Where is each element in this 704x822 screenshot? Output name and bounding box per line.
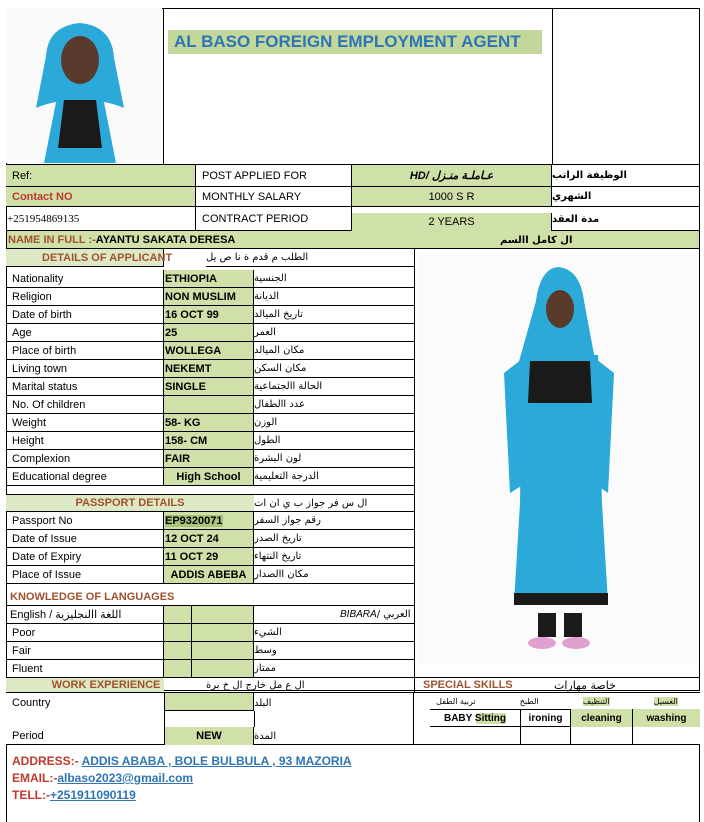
post-applied-value: HD/ عـاملـة منـزل	[352, 165, 552, 187]
languages-section-title: KNOWLEDGE OF LANGUAGES	[10, 591, 175, 603]
skills-ar-row	[414, 693, 700, 709]
lang-cell	[164, 642, 192, 660]
skills-section-ar: خاصة مهارات	[554, 678, 616, 692]
tel-line	[12, 788, 136, 804]
applicant-row-ar: الجنسية	[254, 270, 414, 288]
name-ar: ال كامل االسم	[500, 234, 573, 246]
ref-label: Ref:	[6, 165, 196, 187]
applicant-row-label: Living town	[6, 360, 164, 378]
monthly-salary-value: 1000 S R	[352, 187, 552, 207]
passport-section-title: PASSPORT DETAILS	[75, 497, 185, 509]
skill-ar: الطبخ	[519, 696, 539, 706]
passport-value-text: ADDIS ABEBA	[170, 568, 247, 581]
email-line	[12, 771, 193, 787]
english-label: English / اللغة االنجليزية	[6, 606, 164, 624]
applicant-row-ar: لون البشرة	[254, 450, 414, 468]
work-section-title: WORK EXPERIENCE	[51, 679, 161, 691]
applicant-row-label: No. Of children	[6, 396, 164, 414]
skills-section-title: SPECIAL SKILLS	[414, 677, 554, 693]
applicant-row-ar: مكان الميالد	[254, 342, 414, 360]
tel-label: TELL:-	[12, 788, 50, 802]
applicant-row-value: High School	[164, 468, 254, 486]
lang-row-label: Fluent	[6, 660, 164, 678]
lang-cell	[164, 606, 192, 624]
applicant-row-value: 158- CM	[164, 432, 254, 450]
skill-item	[430, 709, 520, 727]
skill-ironing: ironing	[520, 709, 570, 727]
applicant-section-title: DETAILS OF APPLICANT	[42, 252, 173, 264]
work-divider	[164, 711, 165, 727]
applicant-row-label: Marital status	[6, 378, 164, 396]
arabic-label-cell	[254, 606, 414, 624]
skills-divider	[632, 727, 633, 745]
contract-period-label: CONTRACT PERIOD	[196, 207, 352, 231]
lang-row-ar: وسط	[254, 642, 414, 660]
period-ar: المدة	[254, 730, 277, 742]
country-label: Country	[12, 697, 51, 709]
skill-ar: الغسيل	[653, 696, 678, 706]
header-divider	[552, 8, 553, 165]
contract-period-ar: مدة العقد	[552, 213, 600, 225]
applicant-row-label: Complexion	[6, 450, 164, 468]
skill-ar: تربية الطفل	[436, 696, 476, 706]
contract-period-value: 2 YEARS	[352, 213, 552, 231]
lang-cell	[192, 642, 254, 660]
agency-title: AL BASO FOREIGN EMPLOYMENT AGENT	[174, 32, 521, 51]
applicant-row-label: Date of birth	[6, 306, 164, 324]
applicant-row-ar: عدد االطفال	[254, 396, 414, 414]
passport-row-label: Place of Issue	[6, 566, 164, 584]
passport-row-label: Passport No	[6, 512, 164, 530]
skills-divider	[520, 727, 521, 745]
passport-row-ar: تاريخ النتهاء	[254, 548, 414, 566]
passport-value-text: EP9320071	[165, 514, 223, 527]
lang-row-label: Poor	[6, 624, 164, 642]
country-value	[164, 693, 254, 711]
lang-row-ar: الشيء	[254, 624, 414, 642]
passport-row-value	[164, 512, 254, 530]
lang-cell	[192, 606, 254, 624]
passport-row-ar: تاريخ الصدر	[254, 530, 414, 548]
email-label: EMAIL:-	[12, 771, 58, 785]
contact-phone: +251954869135	[6, 207, 196, 231]
applicant-row-value: FAIR	[164, 450, 254, 468]
passport-value-text: 12 OCT 24	[165, 532, 219, 545]
applicant-row-value: ETHIOPIA	[164, 270, 254, 288]
contact-label: Contact NO	[6, 187, 196, 207]
applicant-row-label: Religion	[6, 288, 164, 306]
full-body-photo-frame	[418, 253, 698, 663]
applicant-section-ar: الطلب م قدم ة نا ص يل	[206, 249, 414, 267]
portrait-photo-frame	[6, 8, 164, 165]
applicant-row-label: Nationality	[6, 270, 164, 288]
monthly-salary-ar: الشهري	[552, 187, 700, 207]
passport-row-label: Date of Issue	[6, 530, 164, 548]
applicant-row-ar: مكان السكن	[254, 360, 414, 378]
applicant-row-label: Age	[6, 324, 164, 342]
applicant-row-value: WOLLEGA	[164, 342, 254, 360]
skill-baby-sitting: BABY Sitting	[443, 712, 507, 724]
applicant-row-label: Weight	[6, 414, 164, 432]
applicant-row-value: NEKEMT	[164, 360, 254, 378]
period-label: Period	[12, 730, 44, 742]
applicant-row-ar: الطول	[254, 432, 414, 450]
skill-washing: washing	[632, 709, 700, 727]
work-section-ar: ال ع مل خارج ال خ برة	[206, 679, 305, 691]
passport-row-ar: مكان االصدار	[254, 566, 414, 584]
applicant-row-ar: الديانة	[254, 288, 414, 306]
address-line	[12, 754, 352, 770]
lang-cell	[164, 624, 192, 642]
passport-row-label: Date of Expiry	[6, 548, 164, 566]
post-applied-label: POST APPLIED FOR	[196, 165, 352, 187]
applicant-row-ar: العمر	[254, 324, 414, 342]
passport-row-value	[164, 530, 254, 548]
applicant-row-value: SINGLE	[164, 378, 254, 396]
period-value: NEW	[164, 727, 254, 745]
applicant-row-label: Height	[6, 432, 164, 450]
email-link[interactable]: albaso2023@gmail.com	[57, 771, 194, 785]
skill-ar: التنظيف	[582, 696, 610, 706]
applicant-row-value	[164, 396, 254, 414]
arabic-ar: العربي /	[376, 609, 411, 620]
applicant-row-value: NON MUSLIM	[164, 288, 254, 306]
passport-row-value	[164, 548, 254, 566]
name-line	[6, 231, 406, 249]
passport-section-ar: ال س فر جواز ب ي ان ات	[254, 494, 414, 512]
lang-row-label: Fair	[6, 642, 164, 660]
passport-value-text: 11 OCT 29	[165, 550, 219, 563]
arabic-label: BIBARA	[340, 609, 377, 620]
applicant-row-value: 58- KG	[164, 414, 254, 432]
passport-row-ar: رقم جواز السفر	[254, 512, 414, 530]
applicant-row-value: 16 OCT 99	[164, 306, 254, 324]
portrait-photo	[6, 8, 162, 163]
address-value[interactable]: ADDIS ABABA , BOLE BULBULA , 93 MAZORIA	[81, 754, 352, 768]
applicant-row-ar: الوزن	[254, 414, 414, 432]
applicant-row-label: Educational degree	[6, 468, 164, 486]
country-ar: البلد	[254, 697, 272, 709]
passport-row-value	[164, 566, 254, 584]
lang-cell	[192, 660, 254, 678]
address-label: ADDRESS:-	[12, 754, 79, 768]
lang-row-ar: ممتاز	[254, 660, 414, 678]
name-label: NAME IN FULL :-	[8, 234, 96, 246]
applicant-row-ar: تاريخ الميالد	[254, 306, 414, 324]
skill-cleaning: cleaning	[570, 709, 632, 727]
applicant-row-ar: الحالة االجتماعية	[254, 378, 414, 396]
full-body-photo	[418, 253, 698, 663]
main-divider	[414, 249, 415, 691]
skills-divider	[570, 727, 571, 745]
name-value: AYANTU SAKATA DERESA	[95, 234, 236, 246]
post-applied-ar: الوظيفة الراتب	[552, 165, 700, 187]
applicant-row-label: Place of birth	[6, 342, 164, 360]
lang-cell	[192, 624, 254, 642]
tel-link[interactable]: +251911090119	[50, 788, 136, 802]
applicant-row-value: 25	[164, 324, 254, 342]
applicant-row-ar: الدرجة التعليمية	[254, 468, 414, 486]
lang-cell	[164, 660, 192, 678]
monthly-salary-label: MONTHLY SALARY	[196, 187, 352, 207]
work-divider	[254, 711, 255, 727]
